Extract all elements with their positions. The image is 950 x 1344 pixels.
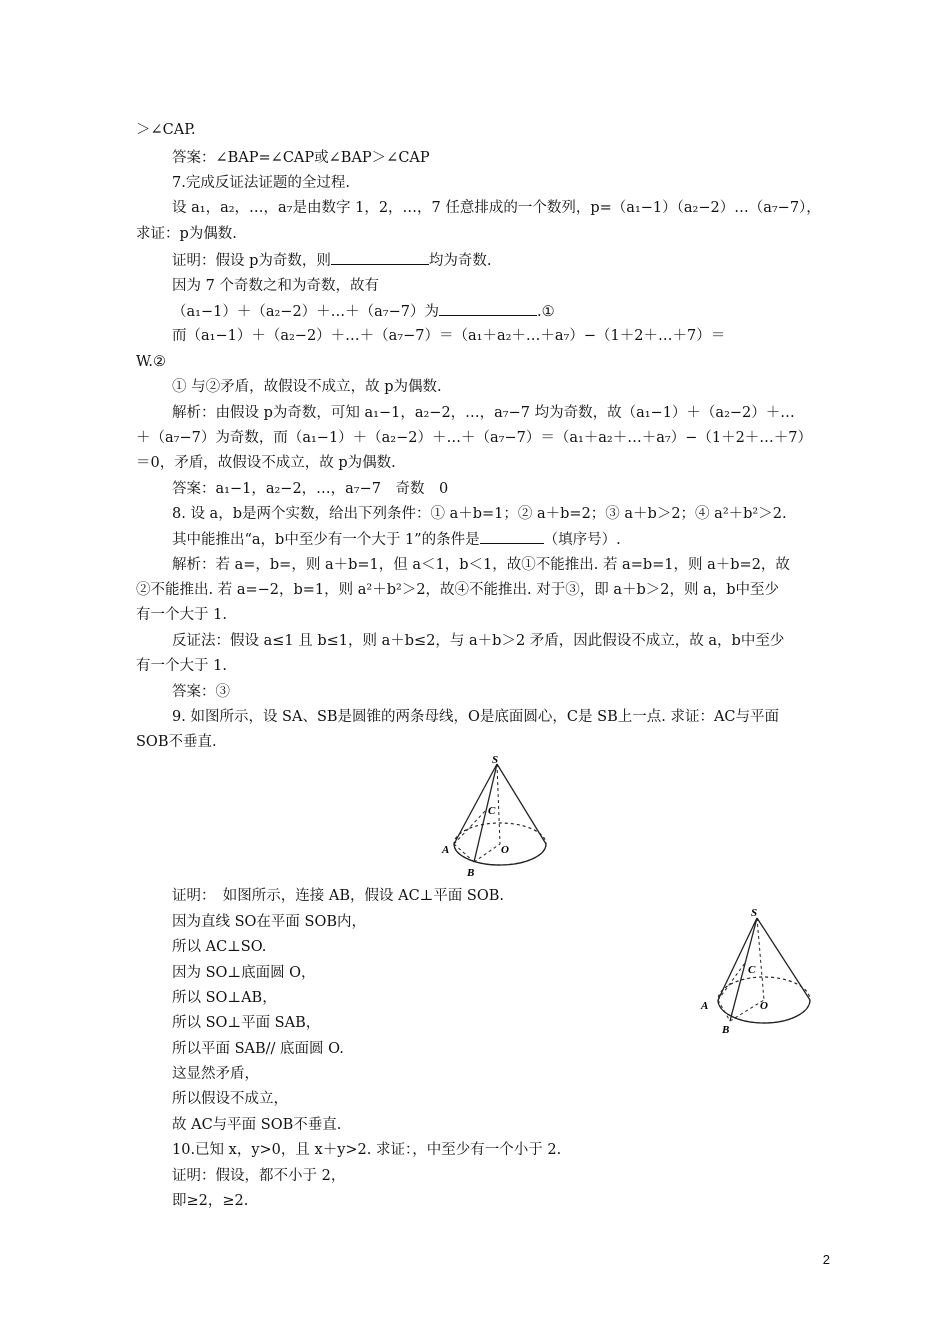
text-line xyxy=(172,250,862,271)
text-line: ②不能推出. 若 a=−2，b=1，则 a²＋b²＞2，故④不能推出. 对于③，即 a＋b＞2，则 a，b中至少 xyxy=(136,582,780,598)
label-b: B xyxy=(722,1024,730,1036)
problem-7-title: 7.完成反证法证题的全过程. xyxy=(172,175,350,191)
text-line: 解析：若 a=，b=，则 a＋b=1，但 a＜1，b＜1，故①不能推出. 若 a=b=1，则 a＋b=2，故 xyxy=(172,557,790,573)
text-line xyxy=(172,529,862,550)
text-line: ＋（a₇−7）为奇数，而（a₁−1）＋（a₂−2）＋…＋（a₇−7）＝（a₁＋a₂＋…＋a₇）−（1＋2＋…＋7） xyxy=(136,430,813,446)
text-line: 所以 AC⊥SO. xyxy=(172,939,267,955)
text-line: 而（a₁−1）＋（a₂−2）＋…＋（a₇−7）＝（a₁＋a₂＋…＋a₇）−（1＋2＋…＋7）＝ xyxy=(172,328,726,344)
label-o: O xyxy=(501,844,509,856)
segment-ab xyxy=(454,844,474,862)
generatrix-right xyxy=(757,918,810,1000)
axis-so xyxy=(497,764,500,844)
text-line: ① 与②矛盾，故假设不成立，故 p为偶数. xyxy=(172,379,442,395)
base-front-arc xyxy=(454,844,546,865)
label-a: A xyxy=(701,1000,709,1012)
text-segment: .① xyxy=(537,304,555,320)
text-segment: 证明：假设 p为奇数，则 xyxy=(172,253,331,269)
label-a: A xyxy=(442,844,450,856)
label-s: S xyxy=(751,907,758,919)
fill-in-blank[interactable] xyxy=(439,301,537,316)
axis-so xyxy=(757,918,764,1000)
generatrix-right xyxy=(497,764,546,844)
fill-in-blank[interactable] xyxy=(480,529,544,544)
text-segment: （填序号）. xyxy=(543,532,621,548)
text-segment: （a₁−1）＋（a₂−2）＋…＋（a₇−7）为 xyxy=(172,304,439,320)
text-line: SOB不垂直. xyxy=(136,734,217,750)
text-line: 有一个大于 1. xyxy=(136,658,227,674)
text-line: ＝0，矛盾，故假设不成立，故 p为偶数. xyxy=(136,455,396,471)
text-line: 所以假设不成立， xyxy=(172,1091,288,1107)
text-line: 有一个大于 1. xyxy=(136,607,227,623)
cone-figure xyxy=(692,903,817,1036)
text-segment: 均为奇数. xyxy=(428,253,492,269)
text-line: 这显然矛盾， xyxy=(172,1066,259,1082)
problem-8-title: 8. 设 a，b是两个实数，给出下列条件：① a＋b=1；② a＋b=2；③ a＋b＞2；④ a²＋b²＞2. xyxy=(172,506,787,522)
label-s: S xyxy=(492,754,499,766)
generatrix-left xyxy=(718,918,757,1000)
label-c: C xyxy=(748,964,756,976)
page-number: 2 xyxy=(822,1252,830,1267)
text-line: 答案：a₁−1，a₂−2，…，a₇−7 奇数 0 xyxy=(172,481,449,497)
text-line: 故 AC与平面 SOB不垂直. xyxy=(172,1117,342,1133)
text-line: 解析：由假设 p为奇数，可知 a₁−1，a₂−2，…，a₇−7 均为奇数，故（a₁−1）＋（a₂−2）＋… xyxy=(172,405,795,421)
cone-figure xyxy=(430,752,555,882)
text-line: 答案：∠BAP=∠CAP或∠BAP＞∠CAP xyxy=(172,150,430,166)
text-line: 设 a₁，a₂，…，a₇是由数字 1，2，…，7 任意排成的一个数列，p=（a₁−1）（a₂−2）…（a₇−7）， xyxy=(172,200,821,216)
text-line: 求证：p为偶数. xyxy=(136,226,237,242)
text-line: 所以平面 SAB// 底面圆 O. xyxy=(172,1041,344,1057)
text-line: 证明：假设，都不小于 2， xyxy=(172,1168,346,1184)
text-line: 所以 SO⊥平面 SAB， xyxy=(172,1015,321,1031)
label-c: C xyxy=(488,805,496,817)
segment-ab xyxy=(718,1000,730,1021)
text-segment: 其中能推出“a，b中至少有一个大于 1”的条件是 xyxy=(172,532,480,548)
problem-10-title: 10.已知 x，y>0，且 x＋y>2. 求证：，中至少有一个小于 2. xyxy=(172,1142,562,1158)
text-line: W.② xyxy=(136,354,166,370)
label-b: B xyxy=(467,867,475,879)
text-line xyxy=(172,301,862,322)
text-line: 因为直线 SO在平面 SOB内， xyxy=(172,914,367,930)
text-line: 因为 7 个奇数之和为奇数，故有 xyxy=(172,278,379,294)
text-line: 即≥2，≥2. xyxy=(172,1193,249,1209)
text-line: ＞∠CAP. xyxy=(136,122,196,138)
text-line: 因为 SO⊥底面圆 O， xyxy=(172,965,316,981)
text-line: 所以 SO⊥AB， xyxy=(172,990,277,1006)
text-line: 答案：③ xyxy=(172,684,230,700)
fill-in-blank[interactable] xyxy=(331,250,429,265)
label-o: O xyxy=(760,1000,768,1012)
text-line: 反证法：假设 a≤1 且 b≤1，则 a＋b≤2，与 a＋b＞2 矛盾，因此假设不成立，故 a，b中至少 xyxy=(172,633,785,649)
problem-9-title: 9. 如图所示，设 SA、SB是圆锥的两条母线，O是底面圆心，C是 SB上一点. 求证：AC与平面 xyxy=(172,709,780,725)
text-line: 证明： 如图所示，连接 AB，假设 AC⊥平面 SOB. xyxy=(172,888,504,904)
generatrix-left xyxy=(454,764,497,844)
